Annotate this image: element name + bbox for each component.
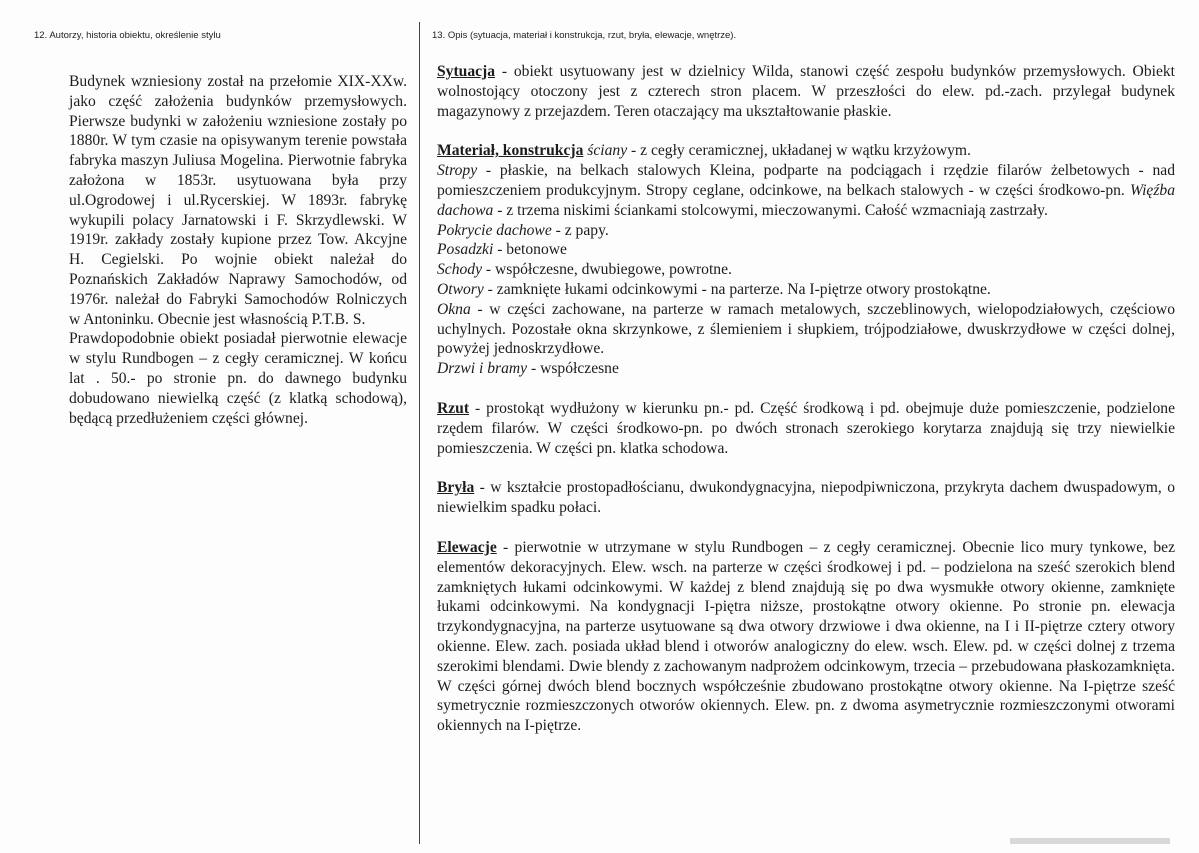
windows-text: - w części zachowane, na parterze w ramach metalowych, szczeblinowych, wielopodziałowych, częściowo uchylnych. Pozostałe okna skrzynkowe, z ślemieniem i słupkiem, trójpodziałowe, dwuskrzydłowe w części dolnej, powyżej jednoskrzydłowe. — [437, 300, 1175, 358]
section-elewacje — [437, 538, 1175, 736]
description-column — [437, 62, 1175, 756]
material-line-doors — [437, 359, 1175, 379]
rzut-heading: Rzut — [437, 399, 470, 417]
floors-text: - betonowe — [493, 241, 567, 259]
ceilings-text: - płaskie, na belkach stalowych Kleina, podparte na podciągach i rzędzie filarów żelbetowych - nad pomieszczeniem produkcyjnym. Stropy ceglane, odcinkowe, na belkach stalowych - w części środkowo-pn. — [437, 162, 1175, 199]
history-paragraph-1: Budynek wzniesiony został na przełomie XIX-XXw. jako część założenia budynków przemysłowych. Pierwsze budynki w założeniu wzniesione zostały po 1880r. W tym czasie na opisywanym terenie powstała fabryka maszyn Juliusa Mogelina. Pierwotnie fabryka założona w 1853r. usytuowana była przy ul.Ogrodowej i ul.Rycerskiej. W 1893r. fabrykę wykupili polacy Jarnatowski i F. Skrzydlewski. W 1919r. zakłady zostały kupione przez Tow. Akcyjne H. Cegielski. Po wojnie obiekt należał do Poznańskich Zakładów Naprawy Samochodów, od 1976r. należał do Fabryki Samochodów Rolniczych w Antoninku. Obecnie jest własnością P.T.B. S. — [69, 73, 407, 328]
roofing-label: Pokrycie dachowe — [437, 221, 552, 239]
material-line-openings — [437, 280, 1175, 300]
sytuacja-heading: Sytuacja — [437, 63, 496, 80]
material-line-stairs — [437, 260, 1175, 280]
doors-label: Drzwi i bramy — [437, 360, 528, 378]
material-line-windows — [437, 300, 1175, 359]
scan-edge-mark — [1010, 838, 1170, 844]
material-heading: Materiał, konstrukcja — [437, 142, 584, 160]
column-divider — [419, 22, 420, 844]
history-column — [69, 72, 407, 428]
truss-text: - z trzema niskimi ściankami stolcowymi, mieczowanymi. Całość wzmacniają zastrzały. — [493, 201, 1048, 219]
elewacje-heading: Elewacje — [437, 538, 497, 556]
section-material — [437, 141, 1175, 379]
bryla-heading: Bryła — [437, 479, 475, 497]
elewacje-text: - pierwotnie w utrzymane w stylu Rundbogen – z cegły ceramicznej. Obecnie lico mury tynkowe, bez elementów dekoracyjnych. Elew. wsch. na parterze w części środkowej i pd. – podzielona na sześć szerokich blend zamkniętych łukami odcinkowymi. W każdej z blend znajdują się po dwa wysmukłe otwory okienne, zamknięte łukami odcinkowymi. Na kondygnacji I-piętra niższe, prostokątne otwory okienne. Po stronie pn. elewacja trzykondygnacyjna, na parterze usytuowane są dwa otwory drzwiowe i dwa okienne, na I i II-piętrze cztery otwory okienne. Elew. zach. posiada układ blend i otworów analogiczny do elew. wsch. Elew. pd. w części dolnej z trzema szerokimi blendami. Dwie blendy z zachowanym nadprożem odcinkowym, trzecia – przebudowana płaskozamknięta. W części górnej dwóch blend bocznych współcześnie zbudowano prostokątne otwory okienne. Na I-piętrze sześć symetrycznie rozmieszczonych otworów okiennych. Elew. pn. z dwoma asymetrycznie rozmieszczonymi otworami okiennych na I-piętrze. — [437, 538, 1175, 735]
floors-label: Posadzki — [437, 241, 494, 259]
material-line-roofing — [437, 221, 1175, 241]
rzut-text: - prostokąt wydłużony w kierunku pn.- pd. Część środkową i pd. obejmuje duże pomieszczenie, podzielone rzędem filarów. W części środkowo-pn. po dwóch stronach szerokiego korytarza znajdują się trzy niewielkie pomieszczenia. W części pn. klatka schodowa. — [437, 399, 1175, 457]
section-13-header: 13. Opis (sytuacja, materiał i konstrukcja, rzut, bryła, elewacje, wnętrze). — [432, 30, 737, 41]
material-line-walls — [437, 141, 1175, 161]
section-sytuacja — [437, 62, 1175, 121]
section-rzut — [437, 399, 1175, 458]
history-paragraph-2: Prawdopodobnie obiekt posiadał pierwotnie elewacje w stylu Rundbogen – z cegły ceramicznej. W końcu lat . 50.- po stronie pn. do dawnego budynku dobudowano niewielką część (z klatką schodową), będącą przedłużeniem części głównej. — [69, 330, 407, 427]
bryla-text: - w kształcie prostopadłościanu, dwukondygnacyjna, niepodpiwniczona, przykryta dachem dwuspadowym, o niewielkim spadku połaci. — [437, 479, 1175, 517]
openings-text: - zamknięte łukami odcinkowymi - na parterze. Na I-piętrze otwory prostokątne. — [483, 280, 991, 298]
openings-label: Otwory — [437, 280, 484, 298]
doors-text: - współczesne — [527, 360, 619, 378]
roofing-text: - z papy. — [551, 221, 609, 239]
walls-label: ściany — [587, 142, 628, 160]
material-line-ceilings — [437, 161, 1175, 220]
walls-text: - z cegły ceramicznej, układanej w wątku krzyżowym. — [627, 142, 971, 160]
section-bryla — [437, 478, 1175, 518]
truss-label: Więźba dachowa — [437, 181, 1175, 219]
material-line-floors — [437, 240, 1175, 260]
stairs-label: Schody — [437, 261, 483, 279]
ceilings-label: Stropy — [437, 162, 478, 180]
sytuacja-text: - obiekt usytuowany jest w dzielnicy Wilda, stanowi część zespołu budynków przemysłowych. Obiekt wolnostojący otoczony jest z czterech stron placem. W przeszłości do elew. pd.-zach. przylegał budynek magazynowy z przejazdem. Teren otaczający ma ukształtowanie płaskie. — [437, 63, 1175, 120]
section-12-header: 12. Autorzy, historia obiektu, określenie stylu — [34, 30, 221, 41]
stairs-text: - współczesne, dwubiegowe, powrotne. — [482, 261, 732, 279]
windows-label: Okna — [437, 300, 471, 318]
